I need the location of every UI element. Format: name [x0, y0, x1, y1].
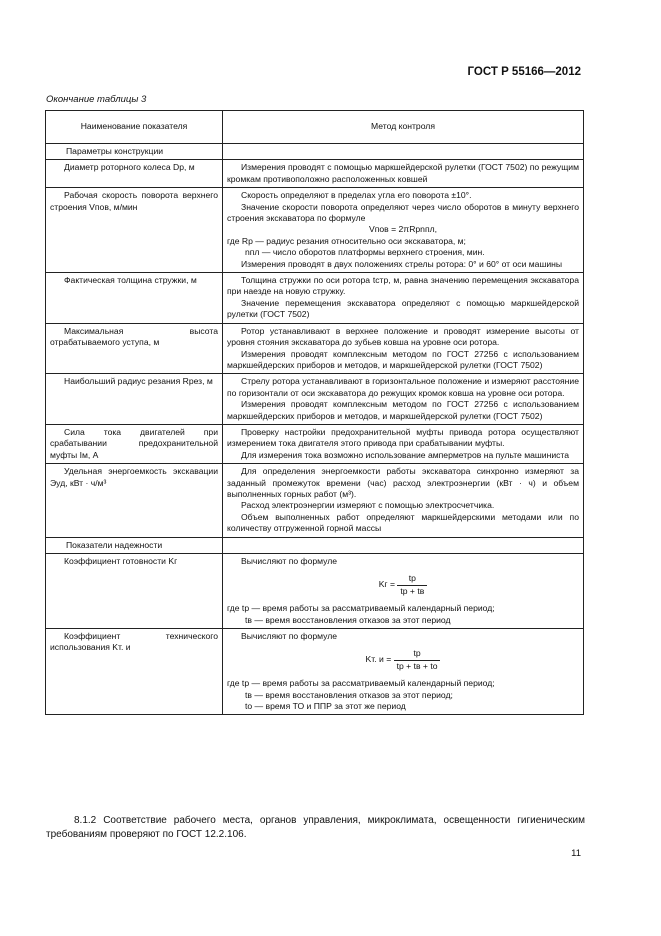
method-cell: Вычисляют по формуле Kг = $\frac{tр}{tр + tв}$ где tр — время работы за рассматриваемый календарный период; tв — время восстановления отказов за этот период [223, 554, 584, 629]
indicator-name: Фактическая толщина стружки, м [46, 273, 223, 324]
indicator-name: Наибольший радиус резания Rрез, м [46, 374, 223, 425]
method-cell: Для определения энергоемкости работы экскаватора синхронно измеряют за заданный промежуток времени (час) расход электроэнергии (кВт · ч) и объем выполненных горных работ (м³). Расход электроэнергии измеряют с помощью электросчетчика. Объем выполненных работ определяют маркшейдерскими методами или по количеству отгруженной горной массы [223, 464, 584, 537]
method-cell: Вычисляют по формуле Kт. и = $\frac{tр}{tр + tв + tо}$ где tр — время работы за рассматриваемый календарный период; tв — время восстановления отказов за этот период; tо — время ТО и ППР за этот же период [223, 629, 584, 715]
indicator-name: Рабочая скорость поворота верхнего строения Vпов, м/мин [46, 188, 223, 273]
section-title-design: Параметры конструкции [46, 144, 223, 160]
indicator-name: Сила тока двигателей при срабатывании предохранительной муфты Iм, А [46, 424, 223, 463]
formula: Kт. и = $\frac{tр}{tр + tв + tо}$ [227, 648, 579, 672]
page-number: 11 [571, 848, 581, 859]
table-row [46, 160, 584, 188]
table-row [46, 323, 584, 374]
method-cell: Ротор устанавливают в верхнее положение и проводят измерение высоты от уровня стояния экскаватора до зубьев ковша на уровне оси ротора. Измерения проводят комплексным методом по ГОСТ 27256 с использованием маркшейдерских приборов и методов, и маркшейдерской рулетки (ГОСТ 7502) [223, 323, 584, 374]
column-header-method: Метод контроля [223, 111, 584, 144]
column-header-indicator: Наименование показателя [46, 111, 223, 144]
table-row [46, 464, 584, 537]
indicator-name: Удельная энергоемкость экскавации Эуд, кВт · ч/м³ [46, 464, 223, 537]
table-caption: Окончание таблицы 3 [46, 94, 147, 105]
table-row [46, 554, 584, 629]
table-row [46, 629, 584, 715]
method-cell: Измерения проводят с помощью маркшейдерской рулетки (ГОСТ 7502) по режущим кромкам противоположно расположенных ковшей [223, 160, 584, 188]
control-methods-table [45, 110, 584, 715]
method-cell: Толщина стружки по оси ротора tстр, м, равна значению перемещения экскаватора при наезде на новую стружку. Значение перемещения экскаватора определяют с помощью маркшейдерской рулетки (ГОСТ 7502) [223, 273, 584, 324]
method-cell: Проверку настройки предохранительной муфты привода ротора осуществляют измерением тока двигателя этого привода при срабатывании муфты. Для измерения тока возможно использование амперметров на пульте машиниста [223, 424, 584, 463]
table-header-row [46, 111, 584, 144]
table-row [46, 424, 584, 463]
indicator-name: Коэффициент готовности Kг [46, 554, 223, 629]
method-cell: Скорость определяют в пределах угла его поворота ±10°. Значение скорости поворота определяют через число оборотов в минуту верхнего строения экскаватора по формуле Vпов = 2πRрnпл, где Rр — радиус резания относительно оси экскаватора, м; nпл — число оборотов платформы верхнего строения, мин. Измерения проводят в двух положениях стрелы ротора: 0° и 60° от оси машины [223, 188, 584, 273]
indicator-name: Максимальная высота отрабатываемого уступа, м [46, 323, 223, 374]
table-row [46, 188, 584, 273]
indicator-name: Диаметр роторного колеса Dр, м [46, 160, 223, 188]
section-row [46, 537, 584, 553]
method-cell: Стрелу ротора устанавливают в горизонтальное положение и измеряют расстояние по горизонтали от оси экскаватора до режущих кромок ковша на уровне оси ротора. Измерения проводят комплексным методом по ГОСТ 27256 с использованием маркшейдерских приборов и методов, и маркшейдерской рулетки (ГОСТ 7502) [223, 374, 584, 425]
formula: Kг = $\frac{tр}{tр + tв}$ [227, 573, 579, 597]
document-id: ГОСТ Р 55166—2012 [467, 66, 581, 78]
formula: Vпов = 2πRрnпл, [368, 224, 438, 235]
paragraph-8-1-2: 8.1.2 Соответствие рабочего места, органов управления, микроклимата, освещенности гигиеническим требованиям проверяют по ГОСТ 12.2.106. [46, 815, 585, 840]
table-row [46, 374, 584, 425]
indicator-name: Коэффициент технического использования Kт. и [46, 629, 223, 715]
section-title-reliability: Показатели надежности [46, 537, 223, 553]
section-row [46, 144, 584, 160]
table-row [46, 273, 584, 324]
